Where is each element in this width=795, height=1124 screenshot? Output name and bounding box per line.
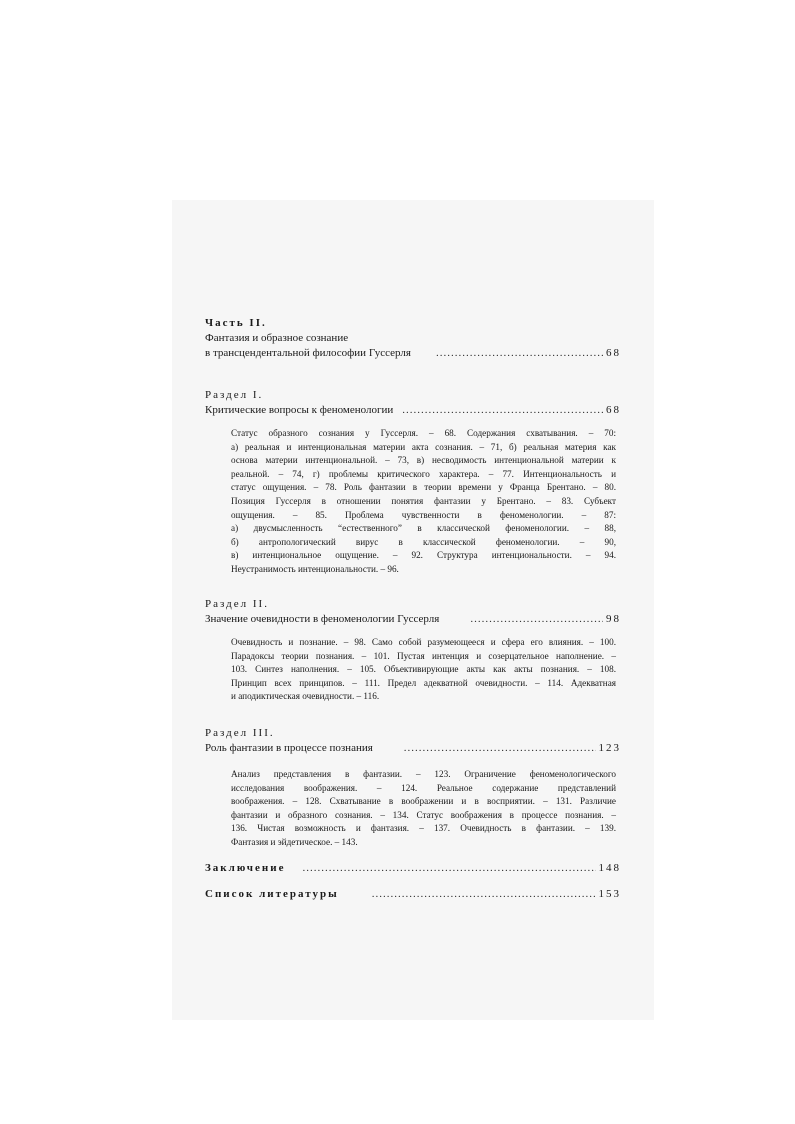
toc-part-2 [205,316,619,361]
conclusion-line: Заключение ..... 148 [205,861,619,876]
leader-dots [436,346,603,361]
part-label: Часть II. [205,317,267,329]
part-title-line-1: Фантазия и образное сознание [205,332,349,344]
bibliography-line: Список литературы ..... 153 [205,887,619,902]
page-number: 123 [598,742,621,754]
page-number: 98 [606,613,621,625]
section-2-abstract: Очевидность и познание. – 98. Само собой разумеющееся и сфера его влияния. – 100. Парадоксы теории познания. – 101. Пустая интенция и созерцательное наполнение. – 103. Синтез наполнения. – 105. Объективирующие акты как акты познания. – 108. Принцип всех принципов. – 111. Предел адекватной очевидности. – 114. Адекватная и аподиктическая очевидности. – 116. [231,637,616,702]
toc-conclusion [205,861,619,876]
page-number: 148 [598,862,621,874]
section-label: Раздел II. [205,598,269,610]
section-title-line: Критические вопросы к феноменологии ..... 68 [205,403,619,418]
leader-dots [302,861,595,876]
page-number: 153 [598,888,621,900]
leader-dots [404,741,596,756]
leader-dots [470,612,603,627]
toc-section-1 [205,388,619,418]
toc-section-3 [205,726,619,756]
section-title-line: Роль фантазии в процессе познания ..... 123 [205,741,619,756]
page-number: 68 [606,347,621,359]
section-label: Раздел I. [205,389,264,401]
part-title-line-2: в трансцендентальной философии Гуссерля ..... 68 [205,346,619,361]
page-number: 68 [606,404,621,416]
section-1-abstract: Статус образного сознания у Гуссерля. – 68. Содержания схватывания. – 70: а) реальная и интенциональная материи акта сознания. – 71, б) реальная материя как основа материи интенциональной. – 73, в) несводимость интенциональной материи к реальной. – 74, г) проблемы критического характера. – 77. Интенциональность и статус ощущения. – 78. Роль фантазии в теории времени у Франца Брентано. – 80. Позиция Гуссерля в отношении понятия фантазии у Брентано. – 83. Субъект ощущения. – 85. Проблема чувственности в феноменологии. – 87: а) двусмысленность “естественного” в классической феноменологии. – 88, б) антропологический вирус в классической феноменологии. – 90, в) интенциональное ощущение. – 92. Структура интенциональности. – 94. Неустранимость интенциональности. – 96. [231,428,616,574]
leader-dots [402,403,603,418]
section-3-abstract: Анализ представления в фантазии. – 123. Ограничение феноменологического исследования воображения. – 124. Реальное содержание представлений воображения. – 128. Схватывание в воображении и в восприятии. – 131. Различие фантазии и образного сознания. – 134. Статус воображения в процессе познания. – 136. Чистая возможность и фантазия. – 137. Очевидность в фантазии. – 139. Фантазия и эйдетическое. – 143. [231,769,616,847]
toc-bibliography [205,887,619,902]
section-label: Раздел III. [205,727,275,739]
toc-section-2 [205,597,619,627]
leader-dots [372,887,596,902]
section-title-line: Значение очевидности в феноменологии Гуссерля ..... 98 [205,612,619,627]
